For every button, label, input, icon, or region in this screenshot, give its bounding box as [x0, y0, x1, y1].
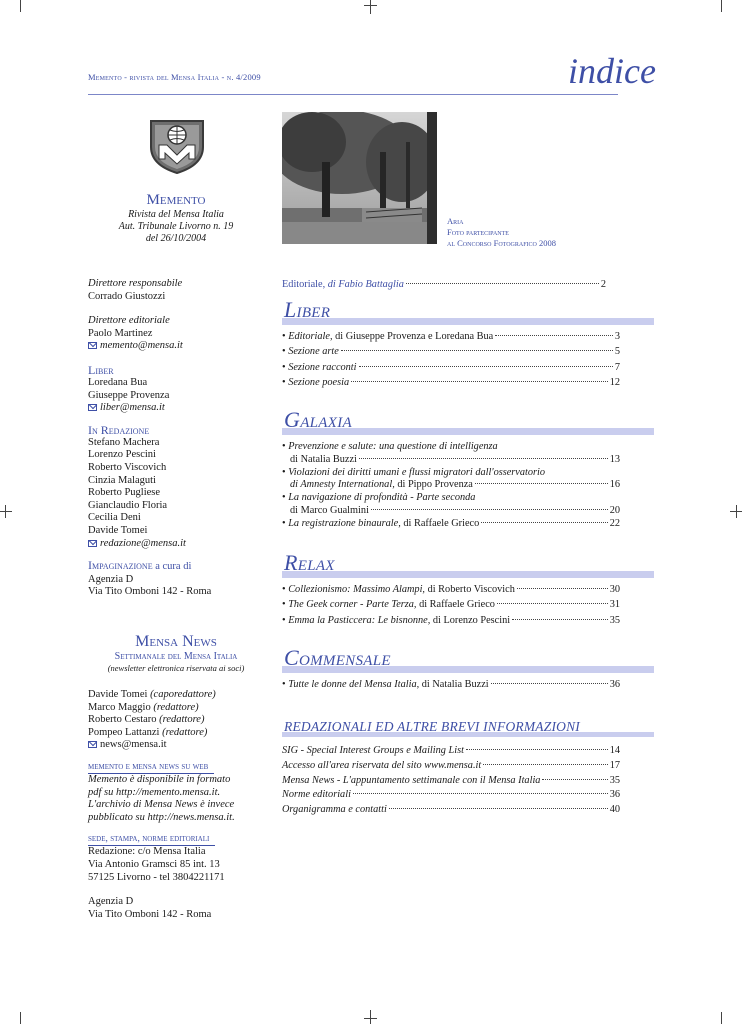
toc-entry[interactable]: [282, 745, 620, 758]
news-person-name: Davide Tomei: [88, 689, 148, 700]
liber-label: Liber: [88, 362, 114, 377]
toc-entry-title: Prevenzione e salute: una questione di intelligenza: [288, 441, 498, 452]
toc-entry-title: La registrazione binaurale,: [288, 517, 401, 529]
news-person-name: Pompeo Lattanzi: [88, 726, 160, 738]
toc-entry-title: Accesso all'area riservata del sito www.mensa.it: [282, 759, 482, 771]
toc-entry-page: 36: [609, 789, 620, 801]
news-person-role: (redattore): [162, 726, 208, 738]
crop-mark: [370, 1010, 371, 1024]
toc-entry-author: di Natalia Buzzi: [290, 453, 357, 465]
sede-heading: sede, stampa, norme editoriali: [88, 834, 215, 846]
toc-entry-page: 22: [609, 517, 620, 529]
masthead-line: Rivista del Mensa Italia: [128, 209, 224, 220]
toc-entry-author: di Giuseppe Provenza e Loredana Bua: [335, 331, 494, 342]
toc-section-liber: [282, 331, 620, 390]
web-line: Memento è disponibile in formato: [88, 773, 231, 785]
toc-entry-page: 5: [614, 346, 620, 358]
mail-icon: [88, 404, 97, 411]
toc-entry-page: 17: [609, 759, 620, 771]
crop-mark: [20, 0, 21, 12]
running-head: Memento - rivista del Mensa Italia - n. 4/2009: [88, 72, 261, 82]
toc-entry-page: 30: [609, 584, 620, 595]
toc-section-relax: [282, 584, 620, 627]
toc-entry[interactable]: • La navigazione di profondità - Parte seconda di Marco Gualmini 20: [282, 492, 620, 516]
mensa-news-title: Mensa News: [135, 633, 217, 650]
direttore-label: Direttore responsabile: [88, 278, 183, 289]
toc-section-galaxia: [282, 441, 620, 531]
sede-line: Redazione: c/o Mensa Italia: [88, 846, 206, 858]
impaginazione-line: Agenzia D: [88, 573, 134, 585]
toc-entry[interactable]: • Prevenzione e salute: una questione di intelligenza di Natalia Buzzi 13: [282, 441, 620, 465]
agency-line: Via Tito Omboni 142 - Roma: [88, 908, 212, 920]
editoriale-label: Direttore editoriale: [88, 315, 170, 327]
editoriale-email-link[interactable]: memento@mensa.it: [100, 340, 183, 352]
toc-entry[interactable]: • La registrazione binaurale, di Raffaele Grieco 22: [282, 517, 620, 529]
toc-entry-title: Sezione arte: [288, 346, 339, 358]
redazione-email-link[interactable]: redazione@mensa.it: [100, 537, 186, 549]
news-person-role: (redattore): [153, 701, 199, 713]
sede-line: 57125 Livorno - tel 3804221171: [88, 871, 225, 883]
section-title-galaxia: Galaxia: [284, 407, 352, 432]
liber-email-link[interactable]: liber@mensa.it: [100, 402, 165, 414]
toc-entry[interactable]: [282, 789, 620, 802]
redazione-name: Davide Tomei: [88, 524, 148, 536]
toc-entry-title: Sezione racconti: [288, 361, 357, 373]
toc-entry-title: Norme editoriali: [282, 789, 351, 801]
toc-entry-author: di Pippo Provenza: [397, 479, 473, 491]
cover-photo: [282, 112, 437, 244]
toc-entry-page: 36: [609, 679, 620, 690]
toc-entry-title: Mensa News - L'appuntamento settimanale con il Mensa Italia: [282, 774, 541, 786]
redazione-name: Lorenzo Pescini: [88, 449, 156, 461]
toc-section-commensale: [282, 679, 620, 692]
mensa-news-block: [88, 633, 264, 674]
mail-icon: [88, 741, 97, 748]
toc-entry-title: SIG - Special Interest Groups e Mailing List: [282, 745, 464, 756]
crop-mark: [721, 1012, 722, 1024]
caption-line: Aria: [447, 216, 464, 226]
toc-entry[interactable]: • Violazioni dei diritti umani e flussi migratori dall'osservatorio di Amnesty International, di Pippo Provenza 16: [282, 466, 620, 491]
masthead-title: Memento: [146, 192, 206, 208]
toc-entry-title: La navigazione di profondità - Parte seconda: [288, 492, 476, 504]
toc-entry-page: 13: [609, 453, 620, 465]
liber-name: Giuseppe Provenza: [88, 389, 170, 401]
page-section-title: indice: [568, 51, 656, 91]
toc-entry-page: 16: [609, 479, 620, 491]
liber-name: Loredana Bua: [88, 376, 148, 388]
crop-mark: [370, 0, 371, 14]
redazione-name: Cecilia Deni: [88, 512, 141, 524]
crop-mark: [364, 5, 377, 6]
toc-entry-author: di Fabio Battaglia: [327, 279, 404, 290]
header-rule: [88, 94, 618, 95]
section-bar: [282, 571, 654, 578]
toc-entry-page: 3: [614, 331, 620, 342]
toc-entry-title: Organigramma e contatti: [282, 804, 387, 816]
mensa-news-subtitle: Settimanale del Mensa Italia: [114, 651, 238, 662]
web-heading: memento e mensa news su web: [88, 762, 214, 774]
toc-entry[interactable]: • Editoriale, di Giuseppe Provenza e Loredana Bua 3: [282, 331, 620, 342]
toc-entry-author: di Raffaele Grieco: [403, 517, 480, 529]
crop-mark: [20, 1012, 21, 1024]
caption-line: Foto partecipante: [447, 227, 509, 237]
crop-mark: [721, 0, 722, 12]
photo-caption: [447, 216, 556, 249]
toc-entry[interactable]: • Collezionismo: Massimo Alampi, di Roberto Viscovich 30: [282, 584, 620, 595]
masthead-line: del 26/10/2004: [145, 233, 207, 244]
mensa-news-staff: [88, 689, 268, 921]
toc-entry-page: 12: [609, 376, 620, 388]
section-title-commensale: Commensale: [284, 645, 391, 670]
toc-entry-page: 14: [609, 745, 620, 756]
crop-mark: [364, 1018, 377, 1019]
news-email-link[interactable]: news@mensa.it: [100, 739, 167, 751]
redazione-name: Cinzia Malaguti: [88, 474, 156, 486]
toc-entry-author: di Raffaele Grieco: [419, 599, 495, 611]
toc-entry-page: 35: [609, 774, 620, 786]
web-line: pdf su http://memento.mensa.it.: [88, 786, 221, 798]
toc-entry-title: Editoriale,: [282, 279, 326, 290]
toc-entry-title: Violazioni dei diritti umani e flussi migratori dall'osservatorio: [288, 466, 546, 478]
toc-entry[interactable]: [282, 775, 620, 788]
toc-entry-author: di Natalia Buzzi: [421, 679, 489, 690]
impaginazione-label: Impaginazione: [88, 558, 153, 573]
toc-entry-page: 31: [609, 599, 620, 611]
toc-entry-title: Sezione poesia: [288, 376, 350, 388]
mail-icon: [88, 540, 97, 547]
toc-entry[interactable]: • Sezione racconti 7: [282, 361, 620, 373]
sede-line: Via Antonio Gramsci 85 int. 13: [88, 858, 220, 870]
masthead-line: Aut. Tribunale Livorno n. 19: [118, 221, 234, 232]
news-person-role: (redattore): [159, 714, 205, 726]
mensa-logo: [145, 113, 209, 177]
masthead: [88, 192, 264, 245]
toc-entry[interactable]: [282, 760, 620, 773]
section-title-redazionali: REDAZIONALI ED ALTRE BREVI INFORMAZIONI: [284, 719, 580, 734]
impaginazione-suffix: a cura di: [155, 561, 192, 573]
toc-entry-title: Tutte le donne del Mensa Italia,: [288, 679, 420, 690]
redazione-name: Roberto Pugliese: [88, 487, 161, 499]
toc-section-redazionali: [282, 745, 620, 817]
web-line: L'archivio di Mensa News è invece: [88, 799, 235, 811]
toc-entry-page: 20: [609, 504, 620, 516]
toc-entry-title: Emma la Pasticcera: Le bisnonne,: [288, 614, 431, 626]
toc-entry-page: 2: [600, 279, 606, 290]
toc-entry-page: 35: [609, 614, 620, 626]
toc-entry-page: 7: [614, 361, 620, 373]
editoriale-name: Paolo Martinez: [88, 327, 153, 339]
crop-mark: [0, 511, 12, 512]
toc-entry[interactable]: [282, 279, 606, 292]
toc-entry-page: 40: [609, 804, 620, 816]
section-bar: [282, 318, 654, 325]
news-person-role: (caporedattore): [150, 689, 216, 700]
toc-entry-title: Editoriale,: [288, 331, 333, 342]
redazione-label: In Redazione: [88, 422, 150, 437]
toc-entry-author: di Marco Gualmini: [290, 504, 369, 516]
crop-mark: [736, 505, 737, 518]
caption-line: al Concorso Fotografico 2008: [447, 238, 557, 248]
mensa-news-note: (newsletter elettronica riservata ai soci): [107, 663, 245, 673]
toc-editoriale: [282, 279, 606, 292]
toc-entry-author: di Roberto Viscovich: [427, 584, 515, 595]
news-person-name: Roberto Cestaro: [88, 714, 157, 726]
direttore-name: Corrado Giustozzi: [88, 290, 166, 302]
toc-entry[interactable]: • Sezione poesia 12: [282, 376, 620, 388]
agency-line: Agenzia D: [88, 896, 134, 908]
toc-entry[interactable]: • Sezione arte 5: [282, 346, 620, 358]
toc-entry-title: The Geek corner - Parte Terza,: [288, 599, 417, 611]
toc-entry-title-cont: di Amnesty International,: [290, 479, 395, 491]
redazione-name: Gianclaudio Floria: [88, 499, 168, 511]
section-title-liber: Liber: [284, 297, 331, 322]
redazione-name: Stefano Machera: [88, 436, 160, 448]
crop-mark: [5, 505, 6, 518]
toc-entry[interactable]: • The Geek corner - Parte Terza, di Raffaele Grieco 31: [282, 599, 620, 611]
toc-entry-title: Collezionismo: Massimo Alampi,: [288, 584, 426, 595]
impaginazione-line: Via Tito Omboni 142 - Roma: [88, 586, 212, 598]
web-line: pubblicato su http://news.mensa.it.: [88, 811, 235, 823]
toc-entry[interactable]: • Emma la Pasticcera: Le bisnonne, di Lorenzo Pescini 35: [282, 614, 620, 626]
section-title-relax: Relax: [284, 550, 335, 575]
toc-entry-author: di Lorenzo Pescini: [432, 614, 511, 626]
toc-entry[interactable]: • Tutte le donne del Mensa Italia, di Natalia Buzzi 36: [282, 679, 620, 690]
staff-column: [88, 278, 268, 599]
news-person-name: Marco Maggio: [88, 701, 151, 713]
redazione-name: Roberto Viscovich: [88, 461, 167, 473]
toc-entry[interactable]: [282, 804, 620, 817]
mail-icon: [88, 342, 97, 349]
